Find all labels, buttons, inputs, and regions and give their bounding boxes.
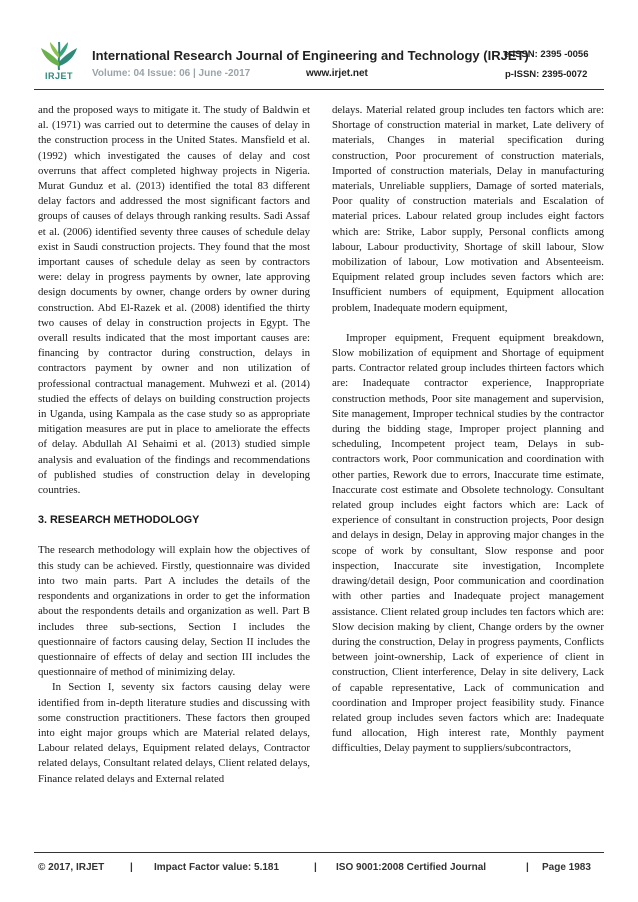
iso-certification: ISO 9001:2008 Certified Journal (336, 862, 487, 873)
journal-website-link[interactable]: www.irjet.net (306, 68, 368, 79)
leaf-icon (38, 40, 80, 72)
right-column (332, 103, 604, 757)
footer-separator: | (314, 862, 317, 873)
paragraph: The research methodology will explain how the objectives of this study can be achieved. Firstly, questionnaire was divided into two main parts. Part A includes the details of the respondents and organizations in order to get the information about the respondents details and organization as well. Part B includes three sub-sections, Section I includes the questionnaire of factors causing delay, Section II includes the questionnaire of effects of delay and section III includes the questionnaire of method of minimizing delay. (38, 544, 310, 679)
logo-text: IRJET (44, 71, 73, 81)
page-number: Page 1983 (542, 862, 591, 873)
irjet-logo (34, 40, 84, 86)
journal-title: International Research Journal of Engineering and Technology (IRJET) (92, 48, 529, 63)
footer-separator: | (526, 862, 529, 873)
volume-issue: Volume: 04 Issue: 06 | June -2017 (92, 68, 251, 79)
paragraph: Improper equipment, Frequent equipment breakdown, Slow mobilization of equipment and Shortage of equipment parts. Contractor related group includes thirteen factors which are: Inadequate contractor experience, Inappropriate construction methods, Poor site management and supervision, Site management, Improper technical studies by the contractor during the bidding stage, Improper project planning and scheduling, Incompetent project team, Delays in sub- contractors work, Poor communication and coordination with other parties, Rework due to errors, Inaccurate time estimate, Inaccurate cost estimate and Obsolete technology. Consultant related group includes eight factors which are: Lack of experience of consultant in construction projects, Poor design and delays in design, Delay in approving major changes in the scope of work by consultant, Slow response and poor inspection, Inaccurate site investigation, Incomplete drawing/detail design, Poor communication and coordination with other parties and Inadequate project management assistance. Client related group includes ten factors which are: Slow decision making by client, Change orders by the owner during the construction, Delay in progress payments, Conflicts between joint-ownership, Lack of experience of client in construction, Client interference, Delay in site delivery, Lack of capable representative, Lack of communication and coordination and Improper project feasibility study. Finance related group includes seven factors which are: Inadequate fund allocation, High interest rate, Monthly payment difficulties, Delay payment to suppliers/subcontractors, (332, 331, 604, 755)
paragraph: delays. Material related group includes ten factors which are: Shortage of construction material in market, Late delivery of materials, Changes in material specification during construction, Poor procurement of construction materials, Imported of construction materials, Delay in manufacturing materials, Unreliable suppliers, Damage of sorted materials, Poor quality of construction materials and Escalation of material prices. Labour related group includes eight factors which are: Strike, Labor supply, Personal conflicts among labour, Labour productivity, Shortage of skill labour, Slow mobilization of labour, Low motivation and Absenteeism. Equipment related group includes seven factors which are: Insufficient numbers of equipment, Equipment allocation problem, Inadequate modern equipment, (332, 104, 604, 314)
paragraph: and the proposed ways to mitigate it. The study of Baldwin et al. (1971) was carried out to determine the causes of delay in the construction process in the United States. Mansfield et al. (1992) which investigated the causes of delay and cost overruns that affect completed highway projects in Nigeria. Murat Gunduz et al. (2013) identified the total 83 different delay factors and addressed the most significant factors and groups of causes of delays through ranking results. Sadi Assaf et al. (2006) identified seventy three causes of schedule delay exist in Saudi construction projects. They found that the most important causes of schedule delay as seen by contractors were: delay in progress payments by owner, late approving design documents by owner, change orders by owner during construction. Abd El-Razek et al. (2008) identified the thirty two causes of delay in construction projects in Egypt. The overall results indicated that the most important causes are: financing by contractor during construction, delays in contractors payment by owner and non utilization of professional contractual management. Muhwezi et al. (2014) studied the effects of delays on building construction projects in Uganda, using Kampala as the case study so as appropriate mitigation measures are put in place to ameliorate the effects of delay. Abdullah Al Sehaimi et al. (2013) studied simple analysis and evaluation of the findings and recommendations of published studies of construction delay in developing countries. (38, 104, 310, 497)
pissn: p-ISSN: 2395-0072 (505, 69, 588, 80)
header-divider (34, 89, 604, 90)
footer-separator: | (130, 862, 133, 873)
left-column (38, 103, 310, 787)
page-header (0, 0, 638, 92)
footer-divider (34, 852, 604, 853)
paragraph: In Section I, seventy six factors causing delay were identified from in-depth literature studies and discussing with some construction practitioners. These factors then grouped into eight major groups which are Material related delays, Labour related delays, Equipment related delays, Contractor related delays, Consultant related delays, Client related delays, Finance related delays and External related (38, 681, 310, 785)
eissn: e-ISSN: 2395 -0056 (504, 49, 589, 60)
impact-factor: Impact Factor value: 5.181 (154, 862, 280, 873)
copyright: © 2017, IRJET (38, 862, 105, 873)
section-heading: 3. RESEARCH METHODOLOGY (38, 514, 200, 527)
